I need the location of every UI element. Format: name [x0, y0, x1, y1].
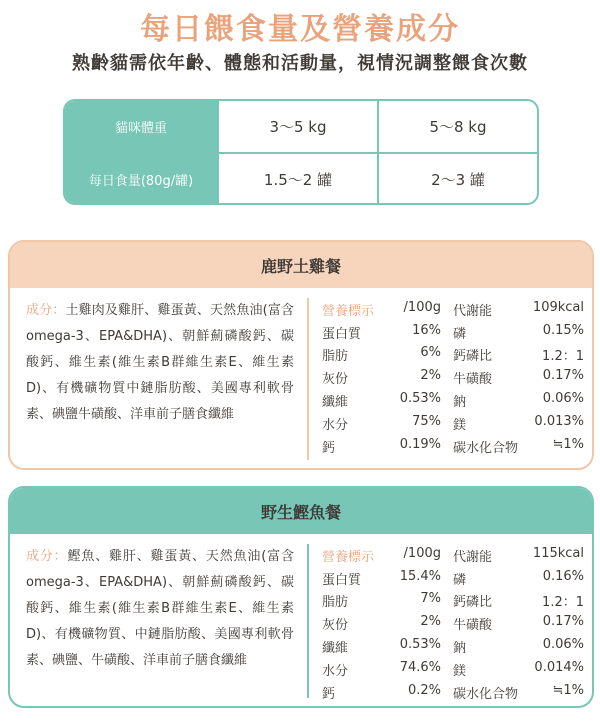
nutrient-name: 纖維 — [322, 395, 349, 411]
ingredients-text — [26, 298, 294, 428]
nutrient-value: 115kcal — [532, 545, 584, 561]
nutrient-name: 鈉 — [453, 641, 467, 657]
page-title: 每日餵食量及營養成分 — [140, 12, 460, 47]
nutrient-name: 纖維 — [322, 641, 349, 657]
feeding-row-weight — [65, 101, 537, 154]
nutrient-value: 0.17% — [542, 614, 584, 630]
nutrition-header: 營養標示 — [322, 549, 375, 565]
nutrient-value: 15.4% — [399, 568, 441, 584]
nutrient-name: 碳水化合物 — [453, 686, 519, 702]
nutrient-name: 鎂 — [453, 417, 467, 433]
ingredients-label: 成分： — [26, 549, 68, 564]
ingredients-list: 土雞肉及雞肝、雞蛋黃、天然魚油(富含omega-3、EPA&DHA)、朝鮮薊磷酸鈣、碳酸鈣、維生素(維生素B群維生素E、維生素D)、有機礦物質中鏈脂肪酸、美國專利軟骨素、碘鹽牛磺酸、洋車前子膳食纖維 — [26, 303, 294, 422]
nutrient-name: 水分 — [322, 663, 349, 679]
nutrient-name: 鎂 — [453, 663, 467, 679]
nutrition-table — [322, 544, 584, 704]
nutrient-name: 鈣磷比 — [453, 595, 493, 611]
weight-cell: 3～5 kg — [217, 101, 377, 152]
nutrition-table — [322, 298, 584, 458]
nutrient-value: 74.6% — [399, 659, 441, 675]
nutrient-value: 1.2：1 — [542, 349, 584, 365]
nutrient-name: 磷 — [453, 326, 467, 342]
feeding-table — [63, 99, 539, 205]
nutrient-value: 2% — [420, 614, 441, 630]
nutrient-value: 75% — [412, 413, 441, 429]
nutrient-name: 鈉 — [453, 395, 467, 411]
weight-header: 貓咪體重 — [65, 101, 217, 152]
nutrition-unit: /100g — [403, 299, 441, 315]
nutrient-value: ≒1% — [552, 682, 584, 698]
feeding-row-amount — [65, 154, 537, 205]
nutrient-name: 鈣磷比 — [453, 349, 493, 365]
nutrient-name: 蛋白質 — [322, 572, 362, 588]
nutrient-value: 0.06% — [542, 391, 584, 407]
amount-cell: 2～3 罐 — [377, 154, 537, 205]
nutrient-value: 1.2：1 — [542, 595, 584, 611]
nutrient-name: 脂肪 — [322, 349, 349, 365]
nutrient-name: 蛋白質 — [322, 326, 362, 342]
nutrient-value: 0.013% — [534, 413, 584, 429]
nutrient-name: 牛磺酸 — [453, 618, 493, 634]
product-name: 野生鰹魚餐 — [10, 488, 592, 534]
nutrient-value: 0.014% — [534, 659, 584, 675]
nutrient-value: 0.16% — [542, 568, 584, 584]
amount-cell: 1.5～2 罐 — [217, 154, 377, 205]
nutrient-name: 牛磺酸 — [453, 372, 493, 388]
page-subtitle: 熟齡貓需依年齡、體態和活動量，視情況調整餵食次數 — [72, 53, 528, 74]
nutrient-value: ≒1% — [552, 436, 584, 452]
nutrient-name: 灰份 — [322, 618, 349, 634]
product-name: 鹿野土雞餐 — [10, 242, 592, 288]
nutrient-name: 碳水化合物 — [453, 440, 519, 456]
nutrient-value: 6% — [420, 345, 441, 361]
nutrient-name: 脂肪 — [322, 595, 349, 611]
ingredients-label: 成分： — [26, 303, 66, 318]
product-card-chicken — [8, 240, 594, 470]
amount-header: 每日食量(80g/罐) — [65, 154, 217, 205]
nutrient-value: 0.17% — [542, 368, 584, 384]
ingredients-text — [26, 544, 294, 674]
nutrient-name: 代謝能 — [453, 303, 493, 319]
nutrition-unit: /100g — [403, 545, 441, 561]
nutrient-name: 水分 — [322, 417, 349, 433]
nutrient-name: 代謝能 — [453, 549, 493, 565]
nutrient-value: 0.06% — [542, 637, 584, 653]
nutrient-value: 0.53% — [399, 637, 441, 653]
nutrient-name: 灰份 — [322, 372, 349, 388]
divider — [307, 298, 309, 460]
nutrient-value: 109kcal — [532, 299, 584, 315]
product-card-bonito — [8, 486, 594, 708]
nutrient-value: 0.53% — [399, 391, 441, 407]
nutrient-value: 0.15% — [542, 322, 584, 338]
nutrient-value: 16% — [412, 322, 441, 338]
weight-cell: 5～8 kg — [377, 101, 537, 152]
nutrient-value: 7% — [420, 591, 441, 607]
nutrient-name: 鈣 — [322, 440, 336, 456]
nutrient-value: 0.19% — [399, 436, 441, 452]
divider — [307, 544, 309, 698]
ingredients-list: 鰹魚、雞肝、雞蛋黃、天然魚油(富含omega-3、EPA&DHA)、朝鮮薊磷酸鈣、碳酸鈣、維生素(維生素B群維生素E、維生素D)、有機礦物質、中鏈脂肪酸、美國專利軟骨素、碘鹽、牛磺酸、洋車前子膳食纖維 — [26, 549, 294, 668]
nutrient-name: 磷 — [453, 572, 467, 588]
nutrition-header: 營養標示 — [322, 303, 375, 319]
nutrient-value: 2% — [420, 368, 441, 384]
nutrient-value: 0.2% — [407, 682, 441, 698]
nutrient-name: 鈣 — [322, 686, 336, 702]
